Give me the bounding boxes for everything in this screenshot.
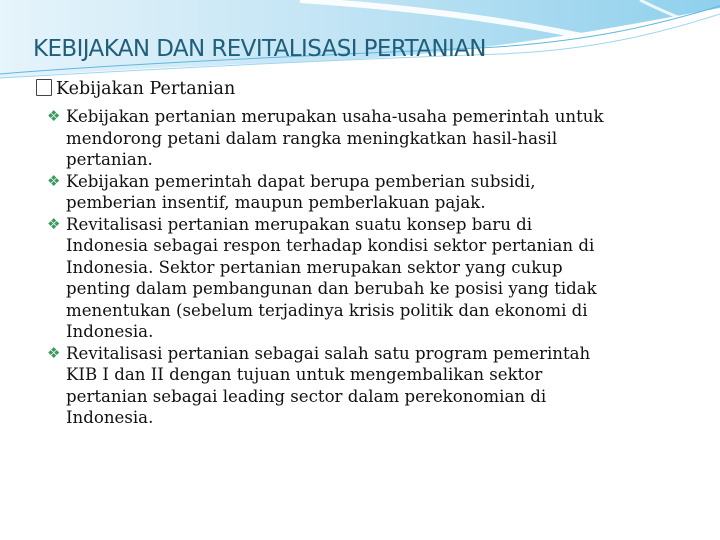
bullet-line: Indonesia. Sektor pertanian merupakan sektor yang cukup: [66, 257, 563, 277]
bullet-line: Revitalisasi pertanian sebagai salah satu program pemerintah: [66, 343, 591, 363]
bullet-line: KIB I dan II dengan tujuan untuk mengembalikan sektor: [66, 365, 543, 384]
subheading-text: Kebijakan Pertanian: [56, 79, 236, 99]
bullet-line: penting dalam pembangunan dan berubah ke posisi yang tidak: [66, 279, 597, 298]
bullet-line: Indonesia.: [66, 408, 154, 427]
bullet-line: Kebijakan pertanian merupakan usaha-usaha pemerintah untuk: [66, 107, 604, 126]
bullet-line: Revitalisasi pertanian merupakan suatu konsep baru di: [66, 214, 533, 234]
page-title: KEBIJAKAN DAN REVITALISASI PERTANIAN: [33, 36, 486, 62]
bullet-line: pemberian insentif, maupun pemberlakuan pajak.: [66, 193, 486, 212]
list-item: [47, 171, 700, 214]
diamond-bullet-icon: ❖: [47, 171, 61, 190]
bullet-line: pertanian.: [66, 150, 153, 169]
box-glyph-icon: [36, 79, 52, 96]
bullet-line: pertanian sebagai leading sector dalam perekonomian di: [66, 386, 547, 406]
bullet-line: menentukan (sebelum terjadinya krisis politik dan ekonomi di: [66, 300, 588, 320]
list-item: [47, 106, 700, 171]
bullet-line: mendorong petani dalam rangka meningkatkan hasil-hasil: [66, 128, 558, 148]
diamond-bullet-icon: ❖: [47, 343, 61, 362]
diamond-bullet-icon: ❖: [47, 214, 61, 233]
bullet-list: [47, 106, 700, 429]
subheading: [36, 79, 235, 99]
list-item: [47, 214, 700, 343]
bullet-line: Kebijakan pemerintah dapat berupa pemberian subsidi,: [66, 171, 536, 191]
diamond-bullet-icon: ❖: [47, 107, 61, 125]
bullet-line: Indonesia.: [66, 322, 154, 341]
bullet-line: Indonesia sebagai respon terhadap kondisi sektor pertanian di: [66, 236, 595, 255]
list-item: [47, 343, 700, 429]
